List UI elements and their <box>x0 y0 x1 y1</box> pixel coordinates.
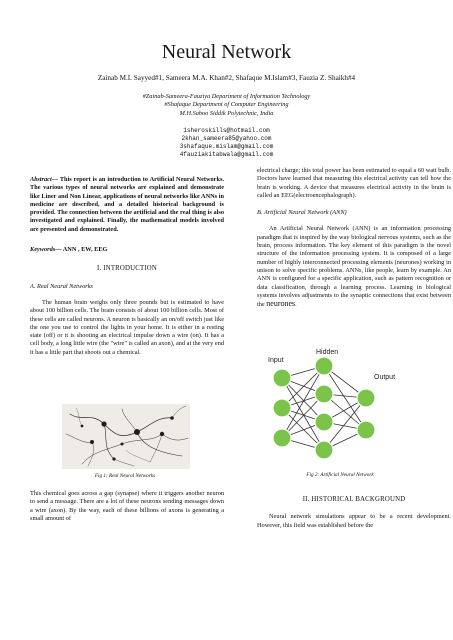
figure-caption: Fig 2: Artificial Neural Network <box>306 472 374 478</box>
email-list <box>0 127 453 159</box>
paragraph: Neural network simulations appear to be a recent development. However, this field was established before the <box>257 513 451 529</box>
email-address[interactable]: 3shafaque.mislam@gmail.com <box>179 143 274 150</box>
keywords <box>30 246 224 254</box>
keywords-label: Keywords <box>30 246 56 254</box>
affiliations <box>0 93 453 118</box>
subsection-heading: B. Artificial Neural Network (ANN) <box>257 209 347 217</box>
left-column-bottom <box>30 490 224 523</box>
paragraph-text: An Artificial Neural Network (ANN) is an information processing paradigm that is inspired by the way biological nervous systems, such as the brain, process information. The key element of this paradigm is the novel structure of the information processing system. It is composed of a large number of highly interconnected processing elements (neurones) working in unison to solve specific problems. ANNs, like people, learn by example. An ANN is configured for a specific application, such as pattern recognition or data classification, through a learning process. Learning in biological systems involves adjustments to the synaptic connections that exist between the <box>257 225 451 309</box>
neuron-illustration <box>62 404 190 469</box>
subsection-heading: A. Real Neural Networks <box>30 282 93 290</box>
ann-hidden-node <box>315 385 333 403</box>
paragraph-end: . <box>295 301 297 309</box>
paragraph: electrical charge; this total power has been estimated to equal a 60 watt bulb. Doctors have learned that measuring this electrical activity can tell how the brain is working. A device that measures electrical activity in the brain is called an EEG(electroencephalograph). <box>257 167 451 199</box>
ann-hidden-node <box>315 357 333 375</box>
paper-title: Neural Network <box>161 41 292 63</box>
right-column-bottom <box>257 496 451 530</box>
abstract-text: — This report is an introduction to Artificial Neural Networks. The various types of neural networks are explained and demonstrate like Liner and Non Linear, applications of neural networks like ANNs in medicine are described, and a detailed historical background is provided. The connection between the artificial and the real thing is also investigated and explained. Finally, the mathematical models involved are presented and demonstrated. <box>30 176 224 233</box>
ann-hidden-node <box>315 413 333 431</box>
right-column <box>257 167 451 309</box>
neuron-image <box>62 404 190 469</box>
email-address[interactable]: 2khan_sameera85@yahoo.com <box>181 135 272 142</box>
author-list: Zainab M.I. Sayyed#1, Sameera M.A. Khan#2, Shafaque M.Islam#3, Fauzia Z. Shaikh#4 <box>97 74 356 82</box>
ann-output-label: Output <box>374 374 396 381</box>
section-heading: II. HISTORICAL BACKGROUND <box>302 496 406 503</box>
email-address[interactable]: 4fauziakitabwala@gmail.com <box>179 151 274 158</box>
ann-input-node <box>273 399 291 417</box>
ann-hidden-node <box>315 441 333 459</box>
section-heading: I. INTRODUCTION <box>96 265 157 273</box>
ann-input-node <box>273 429 291 447</box>
keywords-text: — ANN , EW, EEG <box>55 246 108 254</box>
ann-input-node <box>273 369 291 387</box>
ann-diagram <box>262 348 400 464</box>
affiliation-line: #Shafaque Department of Computer Engineering <box>164 101 289 109</box>
paragraph: The human brain weighs only three pounds but is estimated to have about 100 billion cells. The brain consists of about 100 billion cells. Most of these cells are called neurons. A neuron is basically an on/off switch just like the one you use to control the lights in your home. It is either in a resting state (off) or it is shooting an electrical impulse down a wire (on). It has a cell body, a long little wire (the "wire" is called an axon), and at the very end it has a little part that shoots out a chemical. <box>30 298 224 356</box>
abstract-label: Abstract <box>30 176 52 183</box>
affiliation-line: #Zainab-Sameera-Fauziya Department of Information Technology <box>142 93 311 100</box>
left-column <box>30 176 224 357</box>
paragraph: This chemical goes across a gap (synapse) where it triggers another neuron to send a message. There are a lot of these neurons sending messages down a wire (axon). By the way, each of these billions of axons is generating a small amount of <box>30 490 224 522</box>
affiliation-line: M.H.Saboo Siddik Polytechnic, India <box>179 109 274 117</box>
paragraph-last-word: neurones <box>266 299 296 309</box>
paragraph <box>257 225 451 309</box>
ann-diagram-svg <box>262 348 400 464</box>
ann-output-node <box>357 421 375 439</box>
ann-hidden-label: Hidden <box>316 349 339 356</box>
email-address[interactable]: 1sheroskills@hotmail.com <box>183 127 270 134</box>
ann-output-node <box>357 389 375 407</box>
ann-input-label: Input <box>268 357 284 364</box>
figure-caption: Fig 1: Real Neural Networks <box>94 473 156 479</box>
abstract <box>30 176 224 234</box>
